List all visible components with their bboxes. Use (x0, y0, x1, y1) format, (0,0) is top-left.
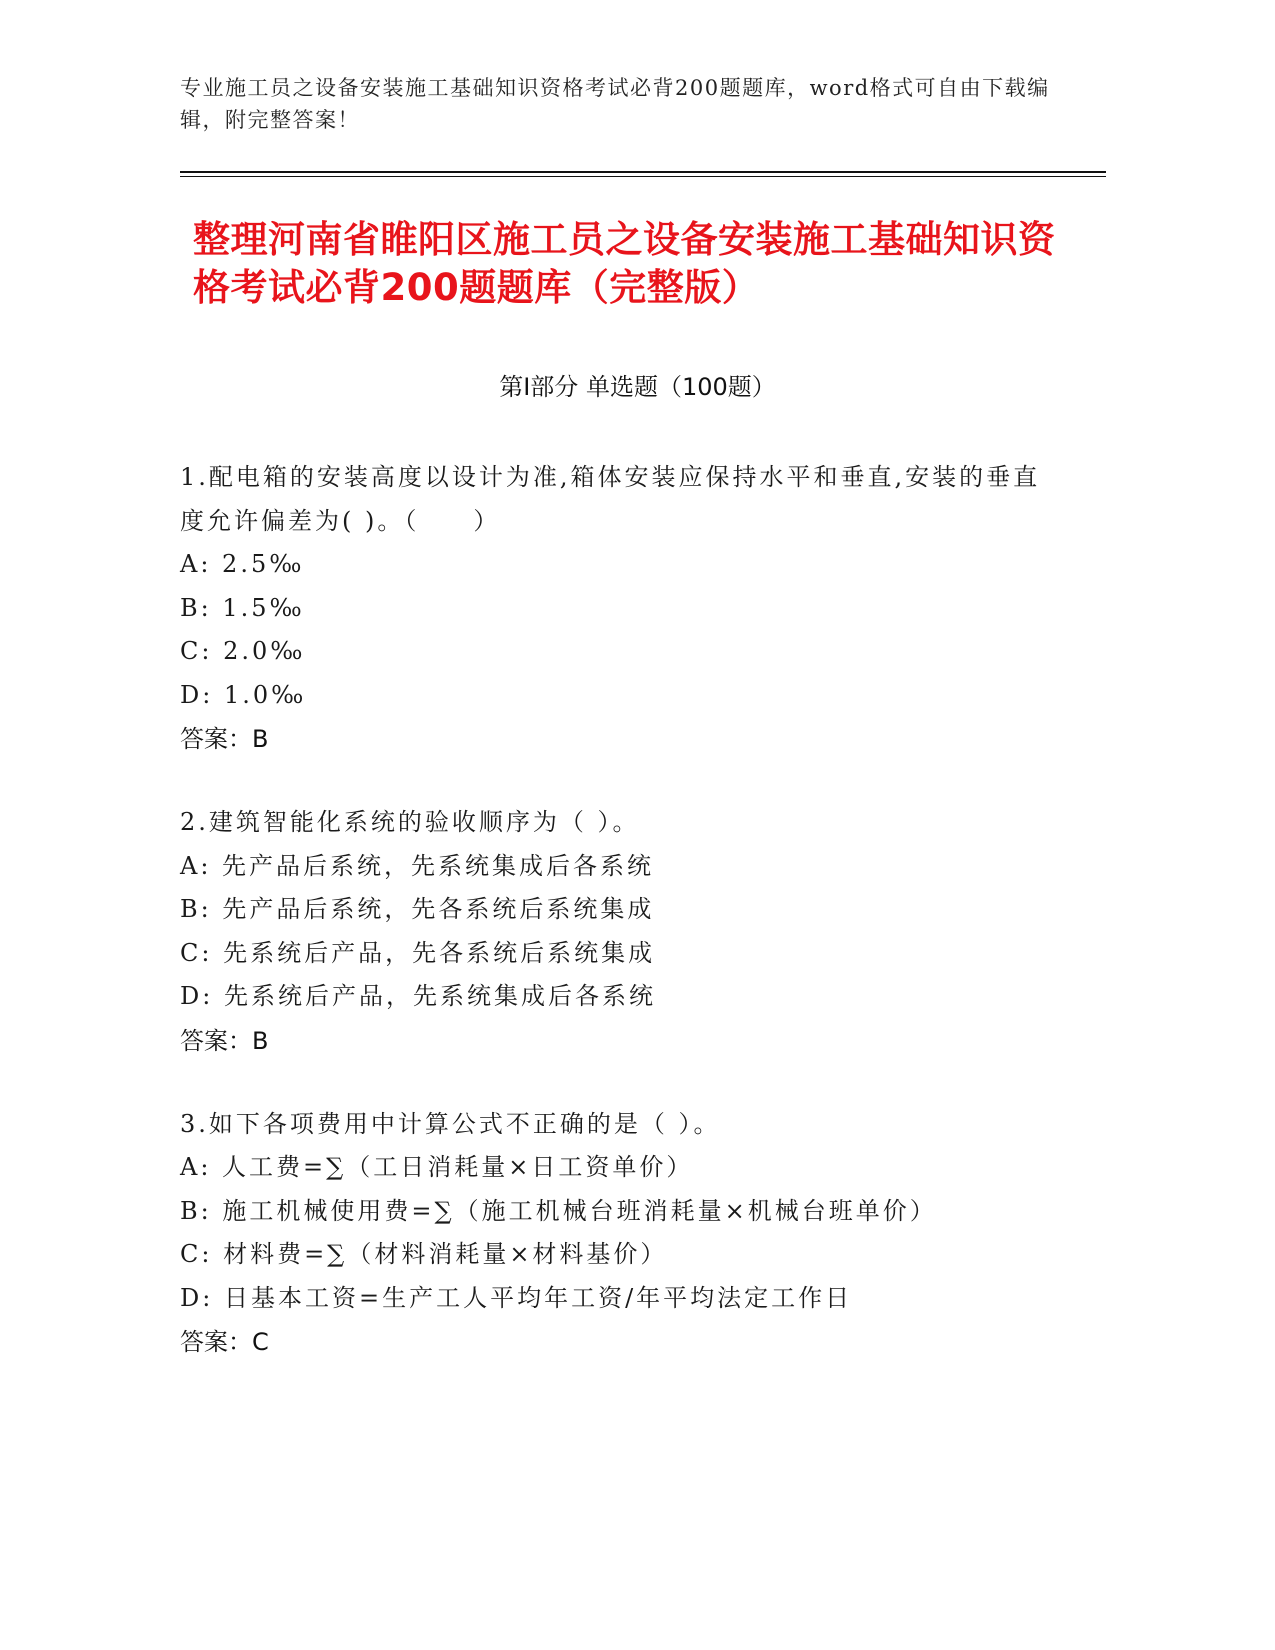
option-c: C: 材料费=∑（材料消耗量×材料基价） (180, 1240, 668, 1268)
question-list (180, 456, 1060, 1404)
header-divider-thin (180, 176, 1106, 177)
question-stem: 1.配电箱的安装高度以设计为准,箱体安装应保持水平和垂直,安装的垂直度允许偏差为( )。（ ） (180, 463, 1041, 535)
option-a: A: 先产品后系统，先系统集成后各系统 (180, 851, 655, 880)
option-c: C: 2.0‰ (180, 637, 306, 665)
option-a: A: 人工费=∑（工日消耗量×日工资单价） (180, 1153, 694, 1181)
question-3 (180, 1103, 1060, 1365)
section-title: 第Ⅰ部分 单选题（100题） (499, 373, 776, 401)
question-stem: 2.建筑智能化系统的验收顺序为（ ）。 (180, 808, 640, 836)
header-note: 专业施工员之设备安装施工基础知识资格考试必背200题题库，word格式可自由下载编辑，附完整答案！ (180, 76, 1050, 132)
option-b: B: 1.5‰ (180, 593, 305, 622)
document-title: 整理河南省睢阳区施工员之设备安装施工基础知识资格考试必背200题题库（完整版） (193, 218, 1056, 309)
option-d: D: 先系统后产品，先系统集成后各系统 (180, 982, 656, 1010)
option-b: B: 先产品后系统，先各系统后系统集成 (180, 895, 655, 923)
question-stem: 3.如下各项费用中计算公式不正确的是（ ）。 (180, 1109, 721, 1138)
option-d: D: 1.0‰ (180, 680, 307, 709)
answer: 答案：B (180, 725, 269, 753)
option-c: C: 先系统后产品，先各系统后系统集成 (180, 938, 656, 967)
header-divider (180, 171, 1106, 173)
question-1 (180, 456, 1060, 761)
option-a: A: 2.5‰ (180, 550, 305, 578)
answer: 答案：C (180, 1328, 269, 1356)
answer: 答案：B (180, 1026, 269, 1055)
option-b: B: 施工机械使用费=∑（施工机械台班消耗量×机械台班单价） (180, 1196, 937, 1225)
question-2 (180, 801, 1060, 1063)
option-d: D: 日基本工资=生产工人平均年工资/年平均法定工作日 (180, 1283, 853, 1312)
